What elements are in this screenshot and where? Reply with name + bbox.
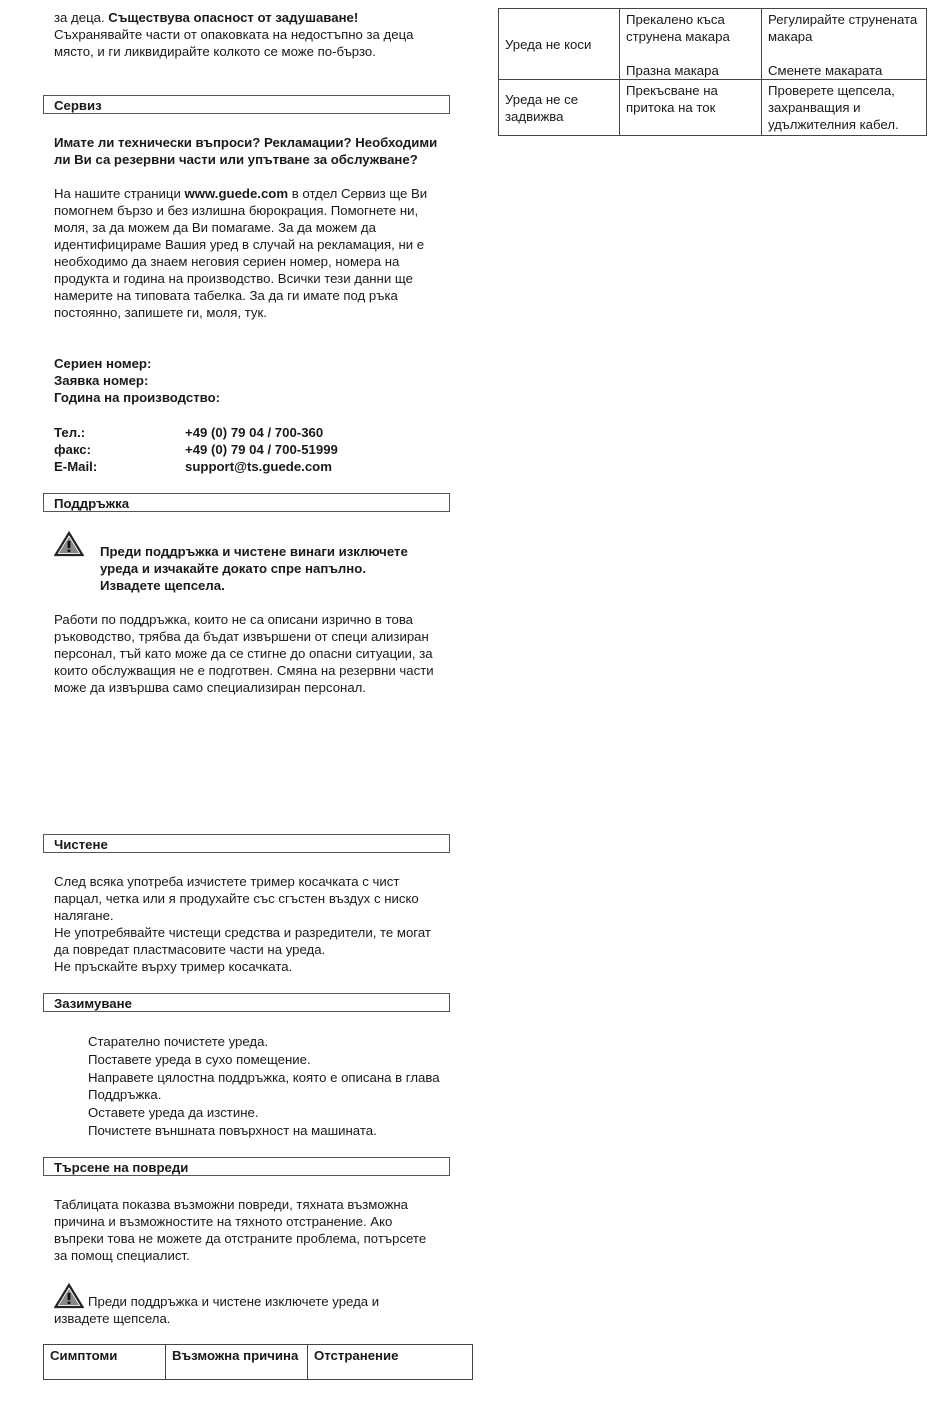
contact-key: факс: — [54, 442, 92, 457]
list-item: Поставете уреда в сухо помещение. — [88, 1052, 311, 1067]
intro-text: за деца. — [54, 10, 109, 25]
symptom-cell: Уреда не се задвижва — [499, 80, 620, 136]
intro-rest: Съхранявайте части от опаковката на недостъпно за деца място, и ги ликвидирайте колкото се може по-бързо. — [54, 27, 414, 59]
contact-key: E-Mail: — [54, 459, 98, 474]
symptom-cell: Уреда не коси — [499, 9, 620, 80]
maintenance-text: Работи по поддръжка, които не са описани изрично в това ръководство, трябва да бъдат извършени от специ ализиран персонал, тъй като може да се стигне до опасни ситуации, за които обслужващия не е подготвен. Смяна на резервни части може да извършва само специализиран персонал. — [54, 612, 434, 695]
remedy-text: Регулирайте струнената макара — [768, 12, 918, 44]
cleaning-text — [54, 873, 444, 975]
remedy-cell — [762, 9, 927, 80]
service-question: Имате ли технически въпроси? Рекламации? Необходими ли Ви са резервни части или упътване за обслужване? — [54, 135, 438, 167]
contact-phone — [54, 424, 454, 441]
cause-text: Празна макара — [626, 63, 719, 78]
contact-fax — [54, 441, 454, 458]
troubleshooting-text: Таблицата показва възможни повреди, тяхната възможна причина и възможностите на тяхното отстранение. Ако въпреки това не можете да отстраните проблема, потърсете за помощ специалист. — [54, 1197, 427, 1263]
production-year-label: Година на производство: — [54, 390, 221, 405]
remedy-text: Сменете макарата — [768, 63, 883, 78]
maintenance-warning: Преди поддръжка и чистене винаги изключете уреда и изчакайте докато спре напълно. Извадете щепсела. — [100, 544, 408, 593]
service-paragraph — [54, 185, 449, 321]
cleaning-text-1: След всяка употреба изчистете тример косачката с чист парцал, четка или я продухайте със сгъстен въздух с ниско налягане. — [54, 874, 419, 923]
troubleshooting-warning: Преди поддръжка и чистене изключете уреда и извадете щепсела. — [54, 1294, 380, 1326]
remedy-cell: Проверете щепсела, захранващия и удължителния кабел. — [762, 80, 927, 136]
section-heading-wintering: Зазимуване — [43, 993, 450, 1012]
section-heading-service: Сервиз — [43, 95, 450, 114]
warning-triangle-icon — [54, 531, 84, 557]
contact-key: Тел.: — [54, 425, 86, 440]
col-header-cause: Възможна причина — [166, 1345, 308, 1380]
wintering-list — [88, 1033, 448, 1140]
order-number-label: Заявка номер: — [54, 373, 149, 388]
troubleshooting-table-header — [43, 1344, 473, 1380]
contact-email — [54, 458, 454, 475]
service-text-pre: На нашите страници — [54, 186, 185, 201]
contact-list — [54, 424, 454, 475]
list-item: Старателно почистете уреда. — [88, 1034, 269, 1049]
section-heading-cleaning: Чистене — [43, 834, 450, 853]
table-row — [499, 80, 927, 136]
list-item: Оставете уреда да изстине. — [88, 1105, 259, 1120]
list-item: Направете цялостна поддръжка, която е описана в глава Поддръжка. — [88, 1070, 440, 1102]
cleaning-text-2: Не употребявайте чистещи средства и разредители, те могат да повредат пластмасовите части на уреда. — [54, 925, 431, 957]
cause-cell — [620, 9, 762, 80]
contact-value: +49 (0) 79 04 / 700-51999 — [185, 442, 338, 457]
service-text-post: в отдел Сервиз ще Ви помогнем бързо и без излишна бюрокрация. Помогнете ни, моля, за да можем да Ви помагаме. За да можем да идентифицираме Вашия уред в случай на рекламация, ни е необходимо да знаем неговия сериен номер, номера на продукта и година на производство. Всички тези данни ще намерите на типовата табелка. За да ги имате под ръка постоянно, запишете ги, моля, тук. — [54, 186, 428, 320]
suffocation-warning: Съществува опасност от задушаване! — [108, 10, 359, 25]
intro-paragraph — [54, 9, 454, 60]
contact-value: +49 (0) 79 04 / 700-360 — [185, 425, 324, 440]
section-heading-troubleshooting: Търсене на повреди — [43, 1157, 450, 1176]
email-link[interactable]: support@ts.guede.com — [185, 459, 332, 474]
cause-cell: Прекъсване на притока на ток — [620, 80, 762, 136]
col-header-symptoms: Симптоми — [44, 1345, 166, 1380]
troubleshooting-table — [498, 8, 927, 136]
serial-number-label: Сериен номер: — [54, 356, 152, 371]
cause-text: Прекалено къса струнена макара — [626, 12, 730, 44]
list-item: Почистете външната повърхност на машината. — [88, 1123, 377, 1138]
cleaning-text-3: Не пръскайте върху тример косачката. — [54, 959, 293, 974]
col-header-remedy: Отстранение — [308, 1345, 473, 1380]
section-heading-maintenance: Поддръжка — [43, 493, 450, 512]
table-row — [499, 9, 927, 80]
website-link[interactable]: www.guede.com — [184, 186, 289, 201]
